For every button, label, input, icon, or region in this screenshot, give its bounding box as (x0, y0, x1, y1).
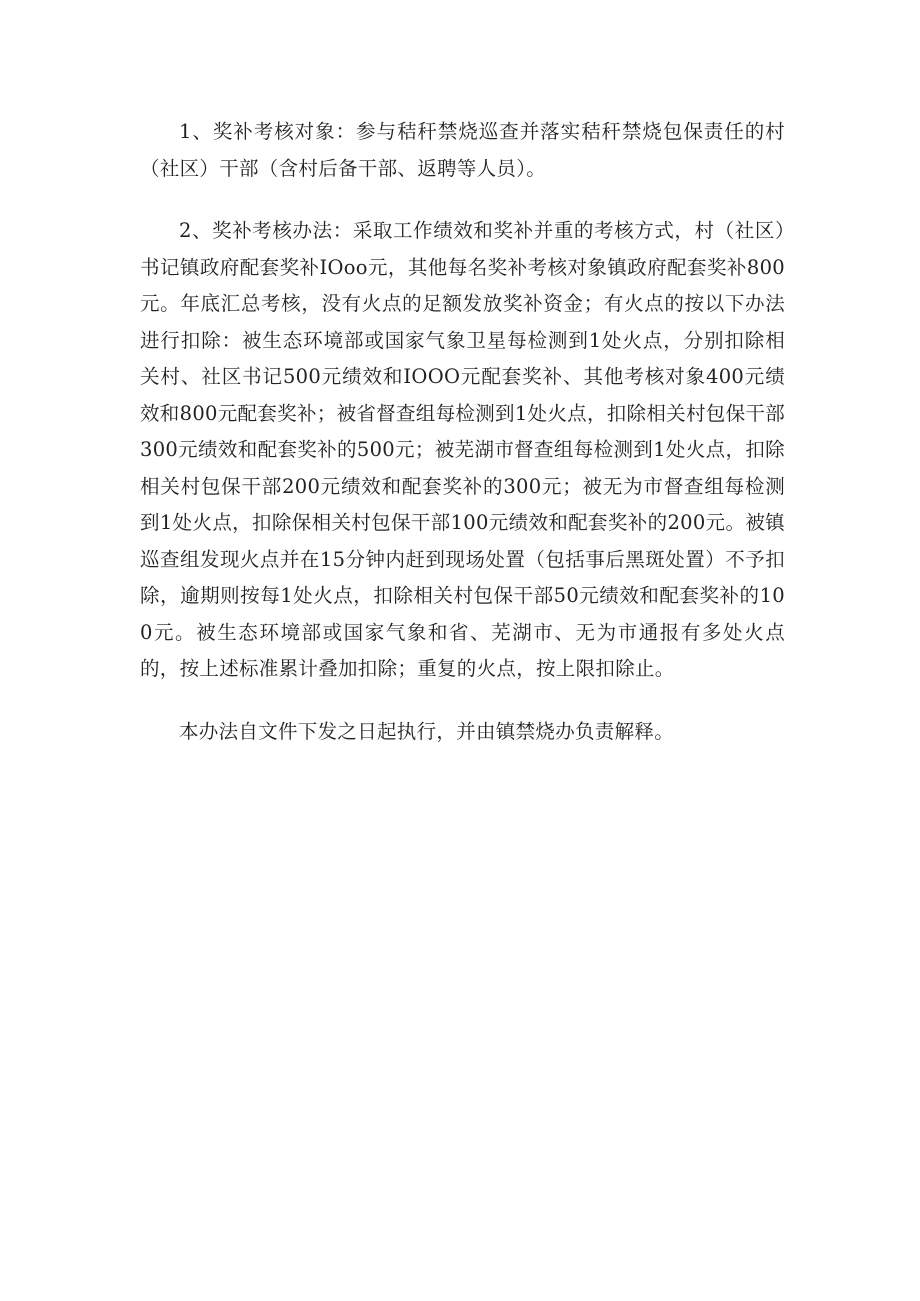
paragraph-assessment-methods: 2、奖补考核办法：采取工作绩效和奖补并重的考核方式，村（社区）书记镇政府配套奖补IOoo元，其他每名奖补考核对象镇政府配套奖补800元。年底汇总考核，没有火点的足额发放奖补资金；有火点的按以下办法进行扣除：被生态环境部或国家气象卫星每检测到1处火点，分别扣除相关村、社区书记500元绩效和IOOO元配套奖补、其他考核对象400元绩效和800元配套奖补；被省督查组每检测到1处火点，扣除相关村包保干部300元绩效和配套奖补的500元；被芜湖市督查组每检测到1处火点，扣除相关村包保干部200元绩效和配套奖补的300元；被无为市督查组每检测到1处火点，扣除保相关村包保干部100元绩效和配套奖补的200元。被镇巡查组发现火点并在15分钟内赶到现场处置（包括事后黑斑处置）不予扣除，逾期则按每1处火点，扣除相关村包保干部50元绩效和配套奖补的100元。被生态环境部或国家气象和省、芜湖市、无为市通报有多处火点的，按上述标准累计叠加扣除；重复的火点，按上限扣除止。 (140, 219, 785, 680)
paragraph-assessment-targets: 1、奖补考核对象：参与秸秆禁烧巡查并落实秸秆禁烧包保责任的村（社区）干部（含村后备干部、返聘等人员）。 (140, 120, 785, 180)
paragraph-effective-date: 本办法自文件下发之日起执行，并由镇禁烧办负责解释。 (179, 719, 675, 743)
document-body (140, 114, 785, 750)
